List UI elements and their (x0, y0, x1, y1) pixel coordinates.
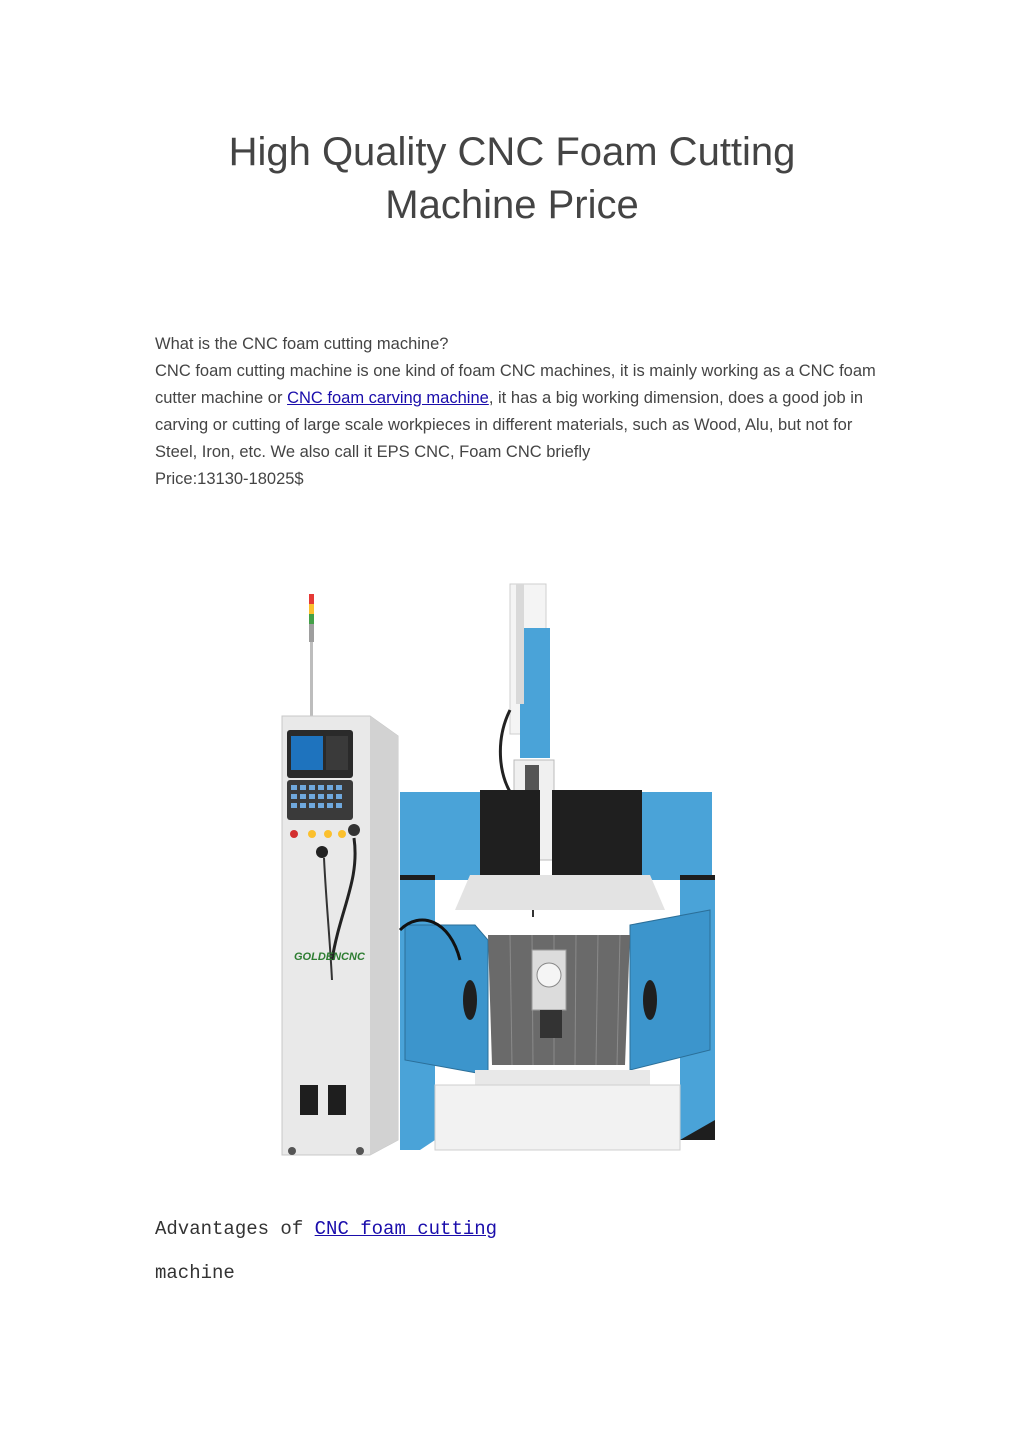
title-line-2: Machine Price (385, 183, 639, 227)
intro-paragraph (155, 358, 885, 466)
cnc-machine-image (270, 580, 725, 1160)
intro-question: What is the CNC foam cutting machine? (155, 335, 449, 353)
advantages-prefix: Advantages of (155, 1218, 315, 1240)
title-line-1: High Quality CNC Foam Cutting (228, 130, 796, 174)
control-cabinet (282, 716, 398, 1155)
cnc-foam-carving-machine-link[interactable]: CNC foam carving machine (287, 389, 489, 407)
svg-text:GOLDENCNC: GOLDENCNC (294, 951, 365, 963)
right-door (630, 910, 710, 1070)
intro-text-before-link: CNC foam cutting machine is one kind of foam CNC machines, it is mainly working as a CNC foam cutter machine or (155, 362, 876, 407)
intro-section (155, 331, 885, 493)
intro-text-after-link: , it has a big working dimension, does a good job in carving or cutting of large scale workpieces in different materials, such as Wood, Alu, but not for Steel, Iron, etc. We also call it EPS CNC, Foam CNC briefly (155, 389, 864, 461)
cnc-foam-cutting-link[interactable]: CNC foam cutting (314, 1218, 498, 1240)
left-door (400, 920, 488, 1075)
advantages-heading (155, 1218, 497, 1240)
page-title (112, 126, 912, 232)
price-text: Price:13130-18025$ (155, 470, 304, 488)
signal-tower-icon (309, 594, 314, 716)
advantages-heading-line-2: machine (155, 1262, 235, 1284)
